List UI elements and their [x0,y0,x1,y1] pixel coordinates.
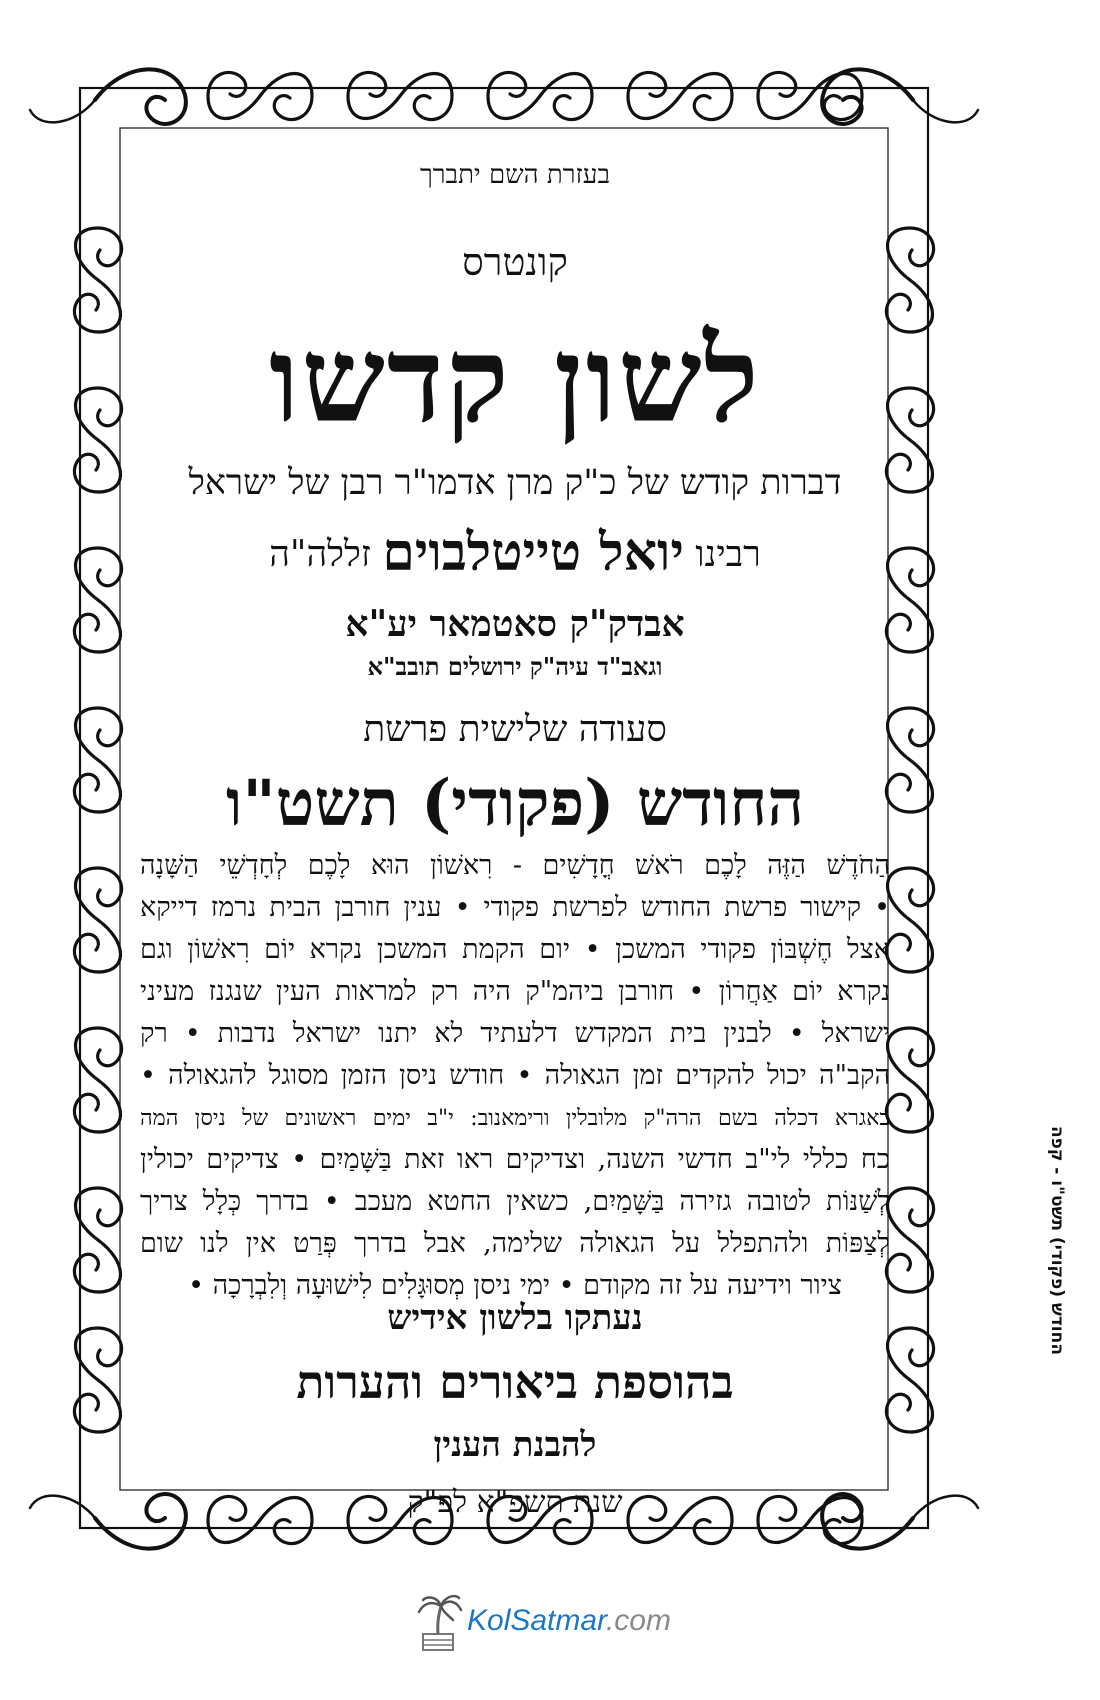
rebbe-name: יואל טייטלבוים [382,522,684,583]
palm-tree-icon [415,1594,463,1654]
logo-suffix: .com [605,1604,671,1637]
body-line: ציור וידיעה על זה מקודם • ימי ניסן מְסוּגָּלִים לִישׁוּעָה וְלִבְרָכָה • [188,1270,842,1301]
rebbe-name-line [140,522,890,583]
footer-line-additions: בהוספת ביאורים והערות [296,1355,734,1409]
body-line: באגרא דכלה בשם הרה"ק מלובלין ורימאנוב: י"ב ימים ראשונים של ניסן המה [140,1106,891,1131]
body-line: כח כללי לי"ב חדשי השנה, וצדיקים ראו זאת בַּשָּׁמַיִם • צדיקים יכולין [140,1144,890,1175]
side-caption: החודש (פקודי) תשט"ו - קפה [1047,1125,1067,1355]
parsha-title: החודש (פקודי) תשט"ו [226,766,804,841]
body-line: לְשַׁנּוֹת לטובה גזירה בַּשָּׁמַיִם, כשאין החטא מעכב • בדרך כְּלָל צריך [140,1186,890,1217]
body-line: הקב"ה יכול להקדים זמן הגאולה • חודש ניסן הזמן מסוגל להגאולה • [140,1060,890,1091]
body-line: • קישור פרשת החודש לפרשת פקודי • ענין חורבן הבית נרמז דייקא [140,892,890,923]
blessing-line: בעזרת השם יתברך [420,160,610,190]
footer-line-understanding: להבנת הענין [433,1425,597,1465]
title-page [140,150,891,1520]
rebbe-suffix: זללה"ה [269,534,371,575]
footer-line-translated: נעתקו בלשון אידיש [387,1298,643,1338]
body-line: אצל חֶשְׁבּוֹן פקודי המשכן • יום הקמת המשכן נקרא יוֹם רִאשׁוֹן וגם [140,934,890,965]
subtitle-line: דברות קודש של כ"ק מרן אדמו"ר רבן של ישראל [188,463,842,503]
kuntres-label: קונטרס [462,240,568,284]
main-title: לשון קדשו [269,310,761,449]
body-line: נקרא יוֹם אַחֲרוֹן • חורבן ביהמ"ק היה רק למראות העין שנגנז מעיני [140,976,890,1007]
title-line-jerusalem: וגאב"ד עיה"ק ירושלים תובב"א [367,652,663,681]
kolsatmar-logo[interactable] [415,1594,715,1658]
occasion-line: סעודה שלישית פרשת [363,709,667,750]
rebbe-prefix: רבינו [695,534,761,575]
title-line-satmar: אבדק"ק סאטמאר יע"א [345,603,685,645]
body-line: ישראל • לבנין בית המקדש דלעתיד לא יתנו ישראל נדבות • רק [140,1018,890,1049]
logo-name: KolSatmar [467,1604,606,1637]
logo-text [467,1604,671,1638]
body-line: לְצַפּוֹת ולהתפלל על הגאולה שלימה, אבל בדרך פְּרַט אין לנו שום [140,1228,890,1259]
footer-line-year: שנת תשפ"א לפ"ק [407,1485,623,1520]
body-line: הַחֹדֶשׁ הַזֶּה לָכֶם רֹאשׁ חֳדָשִׁים - רִאשׁוֹן הוּא לָכֶם לְחָדְשֵׁי הַשָּׁנָה [140,850,890,881]
